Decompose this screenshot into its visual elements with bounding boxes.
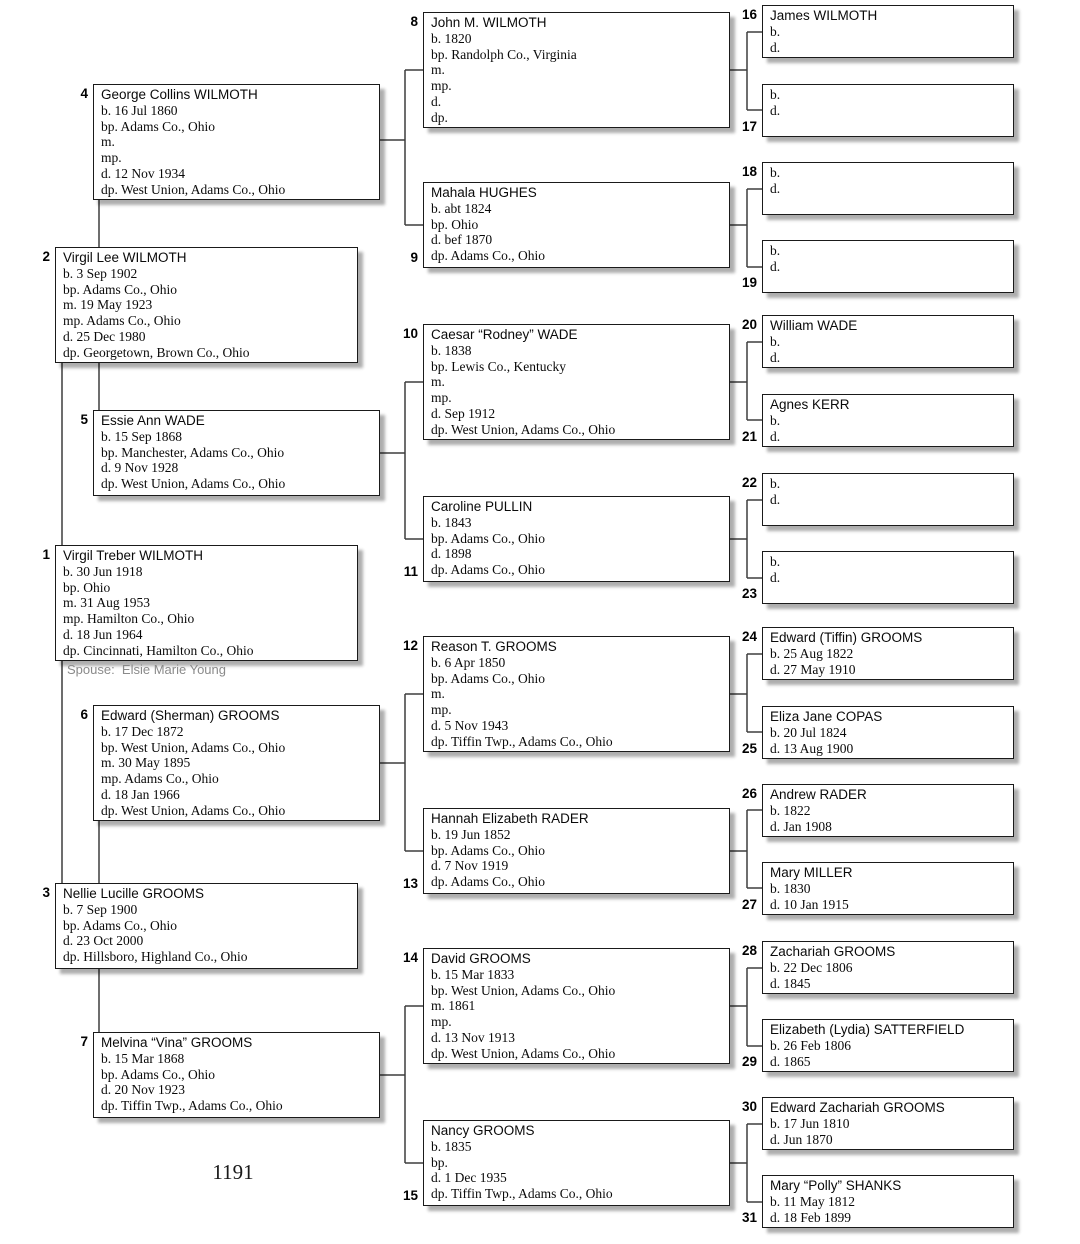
person-detail: d.	[770, 491, 781, 507]
person-detail: b.	[770, 412, 781, 428]
person-detail: mp.	[431, 390, 452, 406]
person-detail: d. 20 Nov 1923	[101, 1082, 185, 1098]
person-box-2	[55, 247, 358, 363]
person-name: James WILMOTH	[770, 8, 878, 23]
person-detail: d. 18 Jan 1966	[101, 786, 180, 802]
page-number: 1191	[212, 1160, 254, 1184]
person-detail: m. 31 Aug 1953	[63, 595, 151, 611]
person-box-25	[762, 706, 1014, 759]
person-detail: b.	[770, 476, 781, 491]
person-box-13	[423, 808, 730, 894]
person-name: William WADE	[770, 318, 858, 333]
person-box-14	[423, 948, 730, 1064]
person-detail: dp. West Union, Adams Co., Ohio	[101, 476, 286, 492]
person-detail: dp. West Union, Adams Co., Ohio	[431, 1045, 616, 1061]
person-detail: mp.	[431, 702, 452, 718]
person-detail: d. 13 Aug 1900	[770, 740, 854, 756]
person-number-21: 21	[741, 429, 757, 444]
person-box-15	[423, 1120, 730, 1206]
person-detail: b. 15 Sep 1868	[101, 428, 182, 444]
person-detail: d. 7 Nov 1919	[431, 858, 509, 874]
person-name: Mary MILLER	[770, 865, 853, 880]
person-number-31: 31	[741, 1210, 757, 1225]
person-detail: b. 3 Sep 1902	[63, 265, 138, 281]
person-detail: b. 11 May 1812	[770, 1193, 855, 1209]
person-box-22	[762, 473, 1014, 526]
person-detail: d.	[770, 428, 781, 444]
person-detail: m.	[431, 686, 445, 702]
person-box-1	[55, 545, 358, 661]
person-detail: dp. Adams Co., Ohio	[431, 874, 546, 890]
person-box-17	[762, 84, 1014, 137]
person-box-18	[762, 162, 1014, 215]
person-detail: bp. West Union, Adams Co., Ohio	[431, 982, 616, 998]
person-detail: b. 16 Jul 1860	[101, 102, 178, 118]
person-number-16: 16	[741, 7, 757, 22]
person-number-4: 4	[80, 86, 88, 101]
person-detail: d. 18 Feb 1899	[770, 1209, 851, 1225]
person-detail: bp. Ohio	[431, 216, 479, 232]
person-number-14: 14	[402, 950, 418, 965]
person-detail: m.	[101, 134, 115, 150]
person-detail: d. 23 Oct 2000	[63, 933, 144, 949]
person-detail: mp.	[431, 1014, 452, 1030]
person-name: Hannah Elizabeth RADER	[431, 811, 589, 826]
person-number-9: 9	[410, 250, 418, 265]
person-box-12	[423, 636, 730, 752]
person-detail: bp. Adams Co., Ohio	[101, 1066, 216, 1082]
person-detail: b. 22 Dec 1806	[770, 959, 853, 975]
person-detail: d. 10 Jan 1915	[770, 896, 849, 912]
generation3-connectors	[730, 32, 762, 1202]
person-detail: bp. Adams Co., Ohio	[431, 530, 546, 546]
person-number-10: 10	[402, 326, 418, 341]
person-detail: b.	[770, 165, 781, 180]
person-detail: m. 19 May 1923	[63, 297, 153, 313]
person-detail: b. 1843	[431, 514, 472, 530]
person-detail: bp. Lewis Co., Kentucky	[431, 358, 566, 374]
person-detail: bp. Randolph Co., Virginia	[431, 46, 577, 62]
person-detail: b. 25 Aug 1822	[770, 645, 854, 661]
person-detail: d.	[431, 93, 442, 109]
person-detail: b. 30 Jun 1918	[63, 563, 143, 579]
person-box-9	[423, 182, 730, 268]
person-number-13: 13	[402, 876, 418, 891]
person-detail: d. 27 May 1910	[770, 661, 856, 677]
person-box-27	[762, 862, 1014, 915]
person-detail: bp. Ohio	[63, 579, 111, 595]
person-detail: d. Jun 1870	[770, 1131, 833, 1147]
person-detail: b. 20 Jul 1824	[770, 724, 847, 740]
person-number-22: 22	[741, 475, 757, 490]
person-detail: d.	[770, 39, 781, 55]
person-number-6: 6	[80, 707, 88, 722]
person-name: Reason T. GROOMS	[431, 639, 557, 654]
person-number-26: 26	[741, 786, 757, 801]
person-name: Caroline PULLIN	[431, 499, 533, 514]
person-name: Zachariah GROOMS	[770, 944, 896, 959]
person-detail: dp. West Union, Adams Co., Ohio	[101, 802, 286, 818]
person-detail: bp. Adams Co., Ohio	[431, 670, 546, 686]
person-detail: d. Jan 1908	[770, 818, 832, 834]
person-name: Essie Ann WADE	[101, 413, 205, 428]
person-name: David GROOMS	[431, 951, 531, 966]
person-detail: dp. West Union, Adams Co., Ohio	[431, 421, 616, 437]
person-detail: d. 1865	[770, 1053, 811, 1069]
person-detail: bp. Adams Co., Ohio	[63, 281, 178, 297]
person-number-18: 18	[741, 164, 757, 179]
person-detail: m.	[431, 374, 445, 390]
person-box-28	[762, 941, 1014, 994]
person-detail: dp. Georgetown, Brown Co., Ohio	[63, 344, 250, 360]
person-detail: d. 25 Dec 1980	[63, 328, 146, 344]
person-name: Elizabeth (Lydia) SATTERFIELD	[770, 1022, 965, 1037]
person-detail: b. 19 Jun 1852	[431, 826, 511, 842]
generation2-connectors	[380, 70, 423, 1163]
person-name: Agnes KERR	[770, 397, 850, 412]
person-name: Edward (Sherman) GROOMS	[101, 708, 280, 723]
person-detail: b. 15 Mar 1868	[101, 1050, 185, 1066]
person-detail: mp. Hamilton Co., Ohio	[63, 611, 195, 627]
person-number-2: 2	[42, 249, 50, 264]
person-detail: d.	[770, 349, 781, 365]
person-number-17: 17	[741, 119, 757, 134]
person-detail: b.	[770, 554, 781, 569]
person-box-26	[762, 784, 1014, 837]
person-detail: b.	[770, 23, 781, 39]
person-detail: d. 1898	[431, 546, 472, 562]
person-number-7: 7	[80, 1034, 88, 1049]
person-number-30: 30	[741, 1099, 757, 1114]
person-detail: bp. Adams Co., Ohio	[431, 842, 546, 858]
person-detail: d. bef 1870	[431, 232, 493, 248]
person-detail: m. 1861	[431, 998, 476, 1014]
person-detail: d.	[770, 258, 781, 274]
person-box-8	[423, 12, 730, 128]
person-detail: dp. Adams Co., Ohio	[431, 248, 546, 264]
person-detail: dp. Adams Co., Ohio	[431, 562, 546, 578]
person-name: Virgil Treber WILMOTH	[63, 548, 204, 563]
person-detail: b.	[770, 243, 781, 258]
person-detail: b.	[770, 333, 781, 349]
person-box-7	[93, 1032, 380, 1118]
person-detail: mp. Adams Co., Ohio	[63, 313, 181, 329]
person-detail: bp. Manchester, Adams Co., Ohio	[101, 444, 285, 460]
person-number-15: 15	[402, 1188, 418, 1203]
person-detail: d. 1 Dec 1935	[431, 1170, 507, 1186]
person-detail: b. 1835	[431, 1138, 472, 1154]
person-box-24	[762, 627, 1014, 680]
person-detail: dp. Hillsboro, Highland Co., Ohio	[63, 949, 248, 965]
person-box-6	[93, 705, 380, 821]
person-number-23: 23	[741, 586, 757, 601]
person-detail: d.	[770, 102, 781, 118]
person-detail: b. 7 Sep 1900	[63, 901, 138, 917]
person-detail: b. 15 Mar 1833	[431, 966, 515, 982]
person-detail: d.	[770, 180, 781, 196]
person-box-5	[93, 410, 380, 496]
person-detail: b. 17 Dec 1872	[101, 723, 184, 739]
person-detail: b. 17 Jun 1810	[770, 1115, 850, 1131]
person-detail: bp.	[431, 1154, 448, 1170]
person-detail: b. 1822	[770, 802, 811, 818]
person-detail: b.	[770, 87, 781, 102]
person-number-27: 27	[741, 897, 757, 912]
person-name: Virgil Lee WILMOTH	[63, 250, 187, 265]
person-number-1: 1	[42, 547, 50, 562]
person-detail: dp. Cincinnati, Hamilton Co., Ohio	[63, 642, 254, 658]
person-detail: b. 1838	[431, 342, 472, 358]
person-detail: mp.	[431, 78, 452, 94]
person-name: Edward Zachariah GROOMS	[770, 1100, 945, 1115]
person-name: Melvina “Vina” GROOMS	[101, 1035, 253, 1050]
person-detail: bp. West Union, Adams Co., Ohio	[101, 739, 286, 755]
person-detail: m.	[431, 62, 445, 78]
person-name: George Collins WILMOTH	[101, 87, 258, 102]
person-name: Andrew RADER	[770, 787, 867, 802]
person-number-3: 3	[42, 885, 50, 900]
person-name: Mahala HUGHES	[431, 185, 537, 200]
person-number-24: 24	[741, 629, 757, 644]
person-name: Mary “Polly” SHANKS	[770, 1178, 902, 1193]
person-number-5: 5	[80, 412, 88, 427]
person-detail: dp. Tiffin Twp., Adams Co., Ohio	[431, 733, 613, 749]
person-detail: m. 30 May 1895	[101, 755, 191, 771]
person-detail: mp.	[101, 150, 122, 166]
person-detail: d. Sep 1912	[431, 405, 496, 421]
person-number-25: 25	[741, 741, 757, 756]
person-name: Eliza Jane COPAS	[770, 709, 883, 724]
person-number-12: 12	[402, 638, 418, 653]
person-detail: d. 5 Nov 1943	[431, 717, 509, 733]
person-box-3	[55, 883, 358, 969]
person-box-30	[762, 1097, 1014, 1150]
person-detail: mp. Adams Co., Ohio	[101, 771, 219, 787]
person-number-29: 29	[741, 1054, 757, 1069]
person-number-19: 19	[741, 275, 757, 290]
person-number-28: 28	[741, 943, 757, 958]
person-detail: b. 1820	[431, 30, 472, 46]
person-name: Caesar “Rodney” WADE	[431, 327, 578, 342]
person-name: Nellie Lucille GROOMS	[63, 886, 205, 901]
person-name: John M. WILMOTH	[431, 15, 547, 30]
person-detail: dp. West Union, Adams Co., Ohio	[101, 181, 286, 197]
person-detail: bp. Adams Co., Ohio	[101, 118, 216, 134]
spouse-note: Spouse: Elsie Marie Young	[67, 662, 226, 677]
person-name: Nancy GROOMS	[431, 1123, 535, 1138]
person-number-11: 11	[403, 564, 418, 579]
person-box-23	[762, 551, 1014, 604]
person-box-29	[762, 1019, 1014, 1072]
person-number-20: 20	[741, 317, 757, 332]
person-box-21	[762, 394, 1014, 447]
person-detail: dp. Tiffin Twp., Adams Co., Ohio	[431, 1186, 613, 1202]
person-detail: dp. Tiffin Twp., Adams Co., Ohio	[101, 1098, 283, 1114]
person-box-16	[762, 5, 1014, 58]
person-detail: d.	[770, 569, 781, 585]
person-detail: d. 1845	[770, 975, 811, 991]
person-box-20	[762, 315, 1014, 368]
person-detail: b. 6 Apr 1850	[431, 654, 506, 670]
person-box-4	[93, 84, 380, 200]
person-detail: d. 9 Nov 1928	[101, 460, 179, 476]
person-box-10	[423, 324, 730, 440]
person-detail: dp.	[431, 109, 448, 125]
person-detail: b. 26 Feb 1806	[770, 1037, 851, 1053]
person-box-19	[762, 240, 1014, 293]
person-box-11	[423, 496, 730, 582]
person-name: Edward (Tiffin) GROOMS	[770, 630, 923, 645]
person-detail: d. 13 Nov 1913	[431, 1029, 515, 1045]
person-detail: bp. Adams Co., Ohio	[63, 917, 178, 933]
person-number-8: 8	[410, 14, 418, 29]
person-detail: b. 1830	[770, 880, 811, 896]
person-detail: d. 18 Jun 1964	[63, 626, 143, 642]
person-box-31	[762, 1175, 1014, 1228]
person-detail: b. abt 1824	[431, 200, 492, 216]
person-detail: d. 12 Nov 1934	[101, 165, 185, 181]
